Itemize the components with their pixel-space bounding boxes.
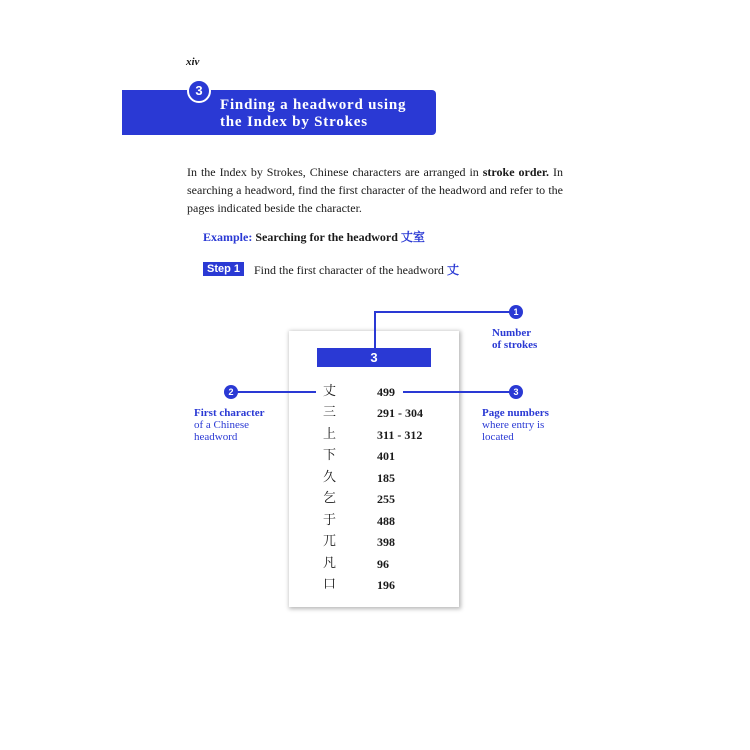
index-row xyxy=(289,425,459,445)
callout-3-line-3: located xyxy=(482,431,514,443)
example-text: Searching for the headword xyxy=(252,230,401,244)
index-char: 口 xyxy=(323,577,337,592)
callout-3-line-2: where entry is xyxy=(482,419,545,431)
index-char: 下 xyxy=(323,448,337,463)
example-headword: 丈室 xyxy=(400,230,425,244)
index-pages: 488 xyxy=(377,514,395,528)
callout-3-label xyxy=(482,407,549,443)
step-text: Find the first character of the headword xyxy=(254,263,447,277)
callout-1-marker: 1 xyxy=(509,305,523,319)
index-row xyxy=(289,554,459,574)
page-number: xiv xyxy=(186,56,200,68)
index-pages: 401 xyxy=(377,449,395,463)
index-pages: 185 xyxy=(377,471,395,485)
callout-2-line-2: of a Chinese xyxy=(194,419,249,431)
index-char: 兀 xyxy=(323,534,337,549)
index-by-strokes-panel xyxy=(289,331,459,607)
index-pages: 398 xyxy=(377,535,395,549)
section-number-badge: 3 xyxy=(187,79,211,103)
callout-1-leader-vertical xyxy=(374,311,376,348)
index-row xyxy=(289,575,459,595)
callout-2-line-3: headword xyxy=(194,431,238,443)
callout-1-line-1: Number xyxy=(492,327,532,339)
index-row xyxy=(289,489,459,509)
callout-3-marker: 3 xyxy=(509,385,523,399)
index-pages: 499 xyxy=(377,385,395,399)
example-line xyxy=(203,228,425,245)
index-row xyxy=(289,511,459,531)
section-title-line-2: the Index by Strokes xyxy=(220,114,368,130)
callout-1-line-2: of strokes xyxy=(492,339,538,351)
callout-1-label xyxy=(492,327,537,351)
step-instruction xyxy=(254,261,459,278)
intro-text-1: In the Index by Strokes, Chinese characters are arranged in xyxy=(187,165,483,179)
index-pages: 291 - 304 xyxy=(377,406,423,420)
index-pages: 255 xyxy=(377,492,395,506)
index-row xyxy=(289,446,459,466)
callout-2-label xyxy=(194,407,265,443)
index-char: 久 xyxy=(323,470,337,485)
intro-text-2: In searching a headword, find the first character of the headword and refer to the pages indicated beside the character. xyxy=(187,165,563,215)
index-char: 凡 xyxy=(323,556,337,571)
index-char: 上 xyxy=(323,427,337,442)
example-label: Example: xyxy=(203,230,253,244)
index-pages: 96 xyxy=(377,557,389,571)
callout-2-marker: 2 xyxy=(224,385,238,399)
step-badge: Step 1 xyxy=(203,262,244,276)
index-char: 丈 xyxy=(323,384,337,399)
index-pages: 196 xyxy=(377,578,395,592)
callout-1-leader-horizontal xyxy=(374,311,511,313)
index-row xyxy=(289,468,459,488)
callout-2-leader xyxy=(231,391,316,393)
section-title-line-1: Finding a headword using xyxy=(220,97,407,113)
stroke-count-header: 3 xyxy=(317,348,431,367)
section-banner xyxy=(122,90,436,135)
index-row xyxy=(289,532,459,552)
index-char: 于 xyxy=(323,513,337,528)
index-char: 三 xyxy=(323,405,337,420)
index-pages: 311 - 312 xyxy=(377,428,423,442)
intro-paragraph xyxy=(187,163,563,217)
callout-3-line-1: Page numbers xyxy=(482,407,549,419)
index-char: 乞 xyxy=(323,491,337,506)
callout-3-leader xyxy=(403,391,511,393)
index-row xyxy=(289,403,459,423)
callout-2-line-1: First character xyxy=(194,407,265,419)
step-char: 丈 xyxy=(446,263,459,277)
intro-bold-text: stroke order. xyxy=(482,165,550,179)
section-title xyxy=(220,97,406,131)
